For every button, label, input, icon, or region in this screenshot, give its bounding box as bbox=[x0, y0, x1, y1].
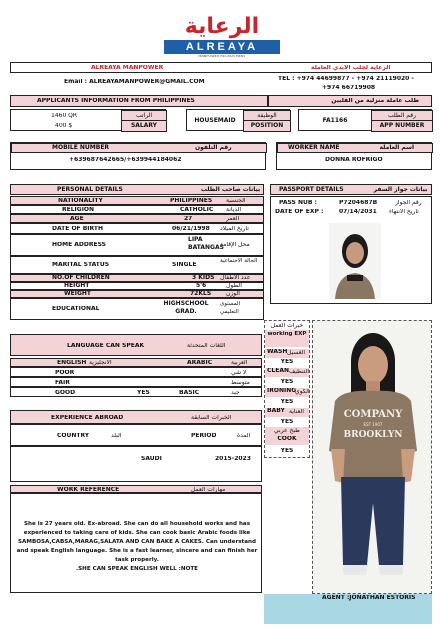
language-head-row bbox=[10, 358, 262, 367]
skill-label-ar: طبخ عربي bbox=[274, 428, 300, 434]
skill-value: YES bbox=[280, 448, 294, 454]
skill-value: YES bbox=[280, 399, 294, 405]
work-reference-header bbox=[10, 485, 262, 493]
skill-label-ar: الكوي bbox=[295, 389, 310, 395]
personal-label-ar: المستوى التعليمي bbox=[220, 301, 241, 315]
logo-tagline: MANPOWER RECRUITMENT bbox=[198, 55, 246, 58]
mobile-value: +639687642665/+639944184062 bbox=[69, 157, 182, 163]
language-level-row bbox=[10, 377, 262, 387]
company-tel-1: TEL : +974 44699877 - +974 21119020 - bbox=[278, 76, 414, 82]
salary-block bbox=[10, 109, 166, 131]
description-line: She is 27 years old. Ex-abroad. She can do all household works and has bbox=[23, 521, 251, 527]
skills-title-ar: خبرات العمل bbox=[270, 323, 304, 329]
personal-value: PHILIPPINES bbox=[170, 198, 213, 204]
agent-bar bbox=[264, 594, 432, 624]
personal-label: HEIGHT bbox=[64, 283, 90, 289]
passport-expiry-value: 07/14/2031 bbox=[339, 209, 377, 215]
applicants-info-bar bbox=[10, 95, 268, 107]
passport-expiry-label: DATE OF EXP : bbox=[275, 209, 324, 215]
personal-label: EDUCATIONAL bbox=[52, 306, 100, 312]
personal-label: RELIGION bbox=[62, 207, 95, 213]
app-number-label-ar: رقم الطلب bbox=[371, 110, 433, 121]
personal-value: 3 KIDS bbox=[192, 275, 215, 281]
description-box bbox=[10, 493, 262, 593]
experience-period-label: PERIOD bbox=[191, 433, 217, 439]
skill-label: IRONING bbox=[265, 388, 309, 397]
applicants-info-bar-ar bbox=[268, 95, 432, 107]
skill-label-ar: العناية bbox=[289, 409, 304, 415]
app-number-label: APP NUMBER bbox=[371, 120, 433, 132]
experience-row bbox=[10, 446, 262, 482]
worker-name-value: DONNA ROFRIGO bbox=[325, 157, 383, 163]
worker-block bbox=[276, 142, 432, 170]
app-number-value: FA1166 bbox=[322, 117, 348, 124]
salary-qr: 1460 QR bbox=[51, 113, 78, 119]
experience-section bbox=[10, 410, 262, 424]
skill-label: CLEAN bbox=[265, 368, 309, 377]
language-english-label-ar: الانجليزية bbox=[89, 360, 112, 366]
language-level-ar: متوسط bbox=[231, 380, 250, 386]
shirt-print: COMPANY bbox=[343, 409, 403, 420]
language-english-label: ENGLISH bbox=[57, 360, 87, 366]
personal-value: 5'6 bbox=[196, 283, 207, 289]
mobile-label: MOBILE NUMBER bbox=[52, 144, 110, 151]
personal-label-ar: عدد الأطفال bbox=[220, 275, 251, 281]
experience-country-label: COUNTRY bbox=[57, 433, 90, 439]
personal-label-ar: تاريخ الميلاد bbox=[220, 226, 249, 232]
shirt-print: EST 1907 bbox=[363, 422, 383, 427]
salary-label-ar: الراتب bbox=[121, 110, 167, 121]
company-name-bar bbox=[10, 62, 432, 73]
skill-value: YES bbox=[280, 419, 294, 425]
experience-period-label-ar: المدة bbox=[237, 433, 251, 439]
mobile-block bbox=[10, 142, 266, 170]
personal-value: HIGHSCHOOL GRAD. bbox=[163, 300, 209, 315]
personal-label-ar: محل الإقامة bbox=[220, 242, 250, 248]
personal-label: DATE OF BIRTH bbox=[52, 226, 103, 232]
language-level-ar: لا شي bbox=[231, 370, 247, 376]
company-name-ar: الرعاية لجلب الأيدي العاملة bbox=[311, 65, 391, 71]
position-block bbox=[186, 109, 290, 131]
language-title-ar: اللغات المتحدثة bbox=[187, 343, 226, 349]
language-level-arabic: BASIC bbox=[179, 390, 200, 396]
agent-label: AGENT :JONATHAN ESTORIS bbox=[322, 595, 416, 601]
personal-label: WEIGHT bbox=[64, 291, 91, 297]
salary-label: SALARY bbox=[121, 120, 167, 132]
skill-label-ar: التنظيف bbox=[289, 369, 310, 375]
language-title: LANGUAGE CAN SPEAK bbox=[67, 343, 145, 349]
personal-value: CATHOLIC bbox=[180, 207, 214, 213]
description-line: .SHE CAN SPEAK ENGLISH WELL :NOTE bbox=[75, 566, 198, 572]
skill-label: BABY bbox=[265, 408, 309, 417]
personal-label: AGE bbox=[70, 216, 84, 222]
language-level-row bbox=[10, 367, 262, 377]
company-tel-2: +974 66719908 bbox=[322, 85, 376, 91]
personal-value: 06/21/1998 bbox=[172, 226, 210, 232]
language-level-english: YES bbox=[137, 390, 150, 396]
personal-label-ar: الحالة الاجتماعية bbox=[220, 258, 258, 264]
personal-label-ar: العمر bbox=[226, 216, 240, 222]
passport-number-label-ar: رقم الجواز bbox=[395, 200, 422, 206]
skill-label: working EXP bbox=[267, 331, 307, 337]
language-level-label: POOR bbox=[55, 370, 75, 376]
experience-period: 2015-2023 bbox=[215, 456, 251, 462]
worker-label-ar: اسم العاملة bbox=[379, 144, 415, 151]
mobile-label-ar: رقم التلفون bbox=[195, 144, 232, 151]
personal-label-ar: الوزن bbox=[226, 291, 240, 297]
worker-photo-small bbox=[329, 223, 381, 299]
description-text bbox=[13, 520, 261, 574]
logo-latin: ALREAYA bbox=[164, 40, 280, 54]
app-number-block bbox=[298, 109, 432, 131]
logo-arabic: الرعاية bbox=[184, 14, 260, 39]
shirt-print: BROOKLYN bbox=[343, 430, 403, 440]
skill-label: COOK bbox=[277, 436, 297, 442]
skills-column bbox=[264, 320, 310, 458]
passport-details-box bbox=[270, 196, 432, 304]
passport-details-title-ar: بيانات جواز السفر bbox=[373, 185, 428, 193]
description-line: task properly. bbox=[115, 557, 159, 563]
description-line: experienced to taking care of kids. She can cook basic Arabic foods like bbox=[23, 530, 251, 536]
company-email: Email : ALREAYAMANPOWER@GMAIL.COM bbox=[64, 79, 205, 85]
personal-details-header bbox=[10, 184, 264, 195]
skill-label: WASH bbox=[265, 349, 309, 358]
language-level-row bbox=[10, 387, 262, 397]
worker-photo-large bbox=[312, 320, 432, 594]
personal-value: 27 bbox=[184, 216, 193, 222]
language-section bbox=[10, 334, 262, 356]
personal-label-ar: الديانة bbox=[226, 207, 242, 213]
passport-number-value: P7204687B bbox=[339, 200, 378, 206]
personal-label-ar: الطول bbox=[226, 283, 242, 289]
personal-value: LIPA BATANGAS bbox=[188, 236, 224, 251]
personal-value: 72KLS bbox=[190, 291, 212, 297]
description-line: SAMBOSA,CABSA,MARAG,SALATA AND CAN BAKE A CAKES. Can understand bbox=[18, 539, 256, 545]
passport-details-title: PASSPORT DETAILS bbox=[279, 185, 344, 193]
skill-value: YES bbox=[280, 379, 294, 385]
company-logo bbox=[160, 14, 284, 60]
personal-label-ar: الجنسية bbox=[226, 198, 246, 204]
language-level-ar: جيد bbox=[231, 390, 240, 396]
passport-number-label: PASS NUB : bbox=[279, 200, 317, 206]
experience-head-row bbox=[10, 424, 262, 446]
personal-label: MARITAL STATUS bbox=[52, 262, 110, 268]
skill-value: YES bbox=[280, 359, 294, 365]
personal-label: NATIONALITY bbox=[58, 198, 103, 204]
language-level-label: GOOD bbox=[55, 390, 76, 396]
worker-label-bar bbox=[277, 143, 433, 153]
personal-label: HOME ADDRESS bbox=[52, 242, 106, 248]
work-reference-label-ar: مهارات العمل bbox=[191, 487, 226, 493]
applicants-info-title-ar: طلب عاملة منزلية من الفلبين bbox=[331, 98, 419, 104]
experience-country: SAUDI bbox=[141, 456, 162, 462]
skill-label-ar: الغسيل bbox=[287, 350, 306, 356]
position-label-ar: الوظيفة bbox=[243, 110, 291, 121]
personal-details-table bbox=[10, 196, 264, 320]
position-label: POSITION bbox=[243, 120, 291, 132]
description-line: and speak English language. She is a fast learner, sincere and can finish her bbox=[16, 548, 258, 554]
salary-usd: 400 $ bbox=[55, 123, 73, 129]
personal-value: SINGLE bbox=[172, 262, 197, 268]
worker-label: WORKER NAME bbox=[288, 144, 340, 151]
experience-country-label-ar: البلد bbox=[111, 433, 122, 439]
language-level-label: FAIR bbox=[55, 380, 70, 386]
language-arabic-label: ARABIC bbox=[187, 360, 213, 366]
applicants-info-title: APPLICANTS INFORMATION FROM PHILIPPINES bbox=[37, 98, 195, 104]
personal-details-title: PERSONAL DETAILS bbox=[57, 185, 123, 193]
passport-expiry-label-ar: تاريخ الانتهاء bbox=[389, 209, 419, 215]
personal-label: NO.OF CHILDREN bbox=[52, 275, 110, 281]
language-arabic-label-ar: العربية bbox=[231, 360, 248, 366]
work-reference-label: WORK REFERENCE bbox=[57, 487, 120, 493]
experience-title: EXPERIENCE ABROAD bbox=[51, 415, 124, 421]
experience-title-ar: الخبرات السابقة bbox=[191, 415, 232, 421]
mobile-label-bar bbox=[11, 143, 267, 153]
position-value: HOUSEMAID bbox=[194, 117, 236, 124]
personal-details-title-ar: بيانات صاحب الطلب bbox=[200, 185, 261, 193]
company-name-en: ALREAYA MANPOWER bbox=[91, 65, 164, 71]
passport-details-header bbox=[270, 184, 432, 195]
